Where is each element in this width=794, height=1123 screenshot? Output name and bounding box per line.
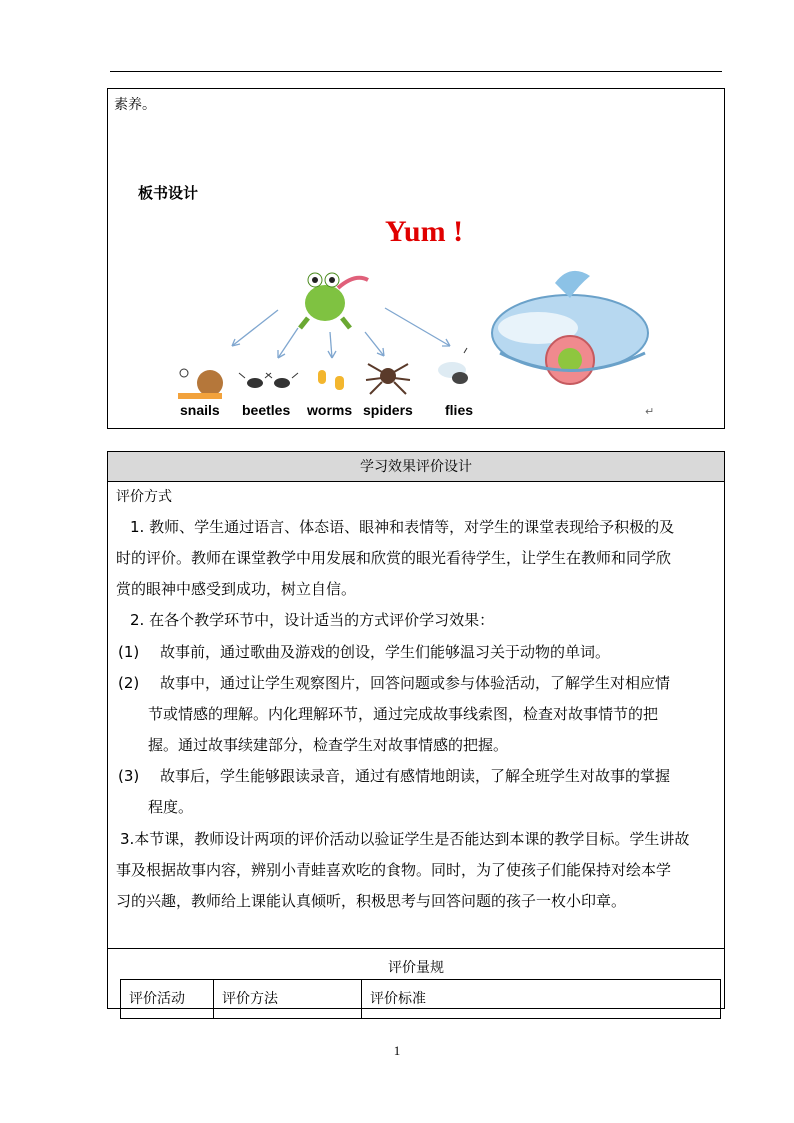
food-diagram — [160, 258, 660, 423]
spider-illustration — [366, 364, 410, 394]
header-rule — [110, 71, 722, 72]
item2-line3: 握。通过故事续建部分，检查学生对故事情感的把握。 — [148, 736, 509, 754]
section-header: 学习效果评价设计 — [108, 452, 724, 482]
rubric-title: 评价量规 — [388, 960, 444, 976]
item2-line2: 节或情感的理解。内化理解环节，通过完成故事线索图，检查对故事情节的把 — [148, 705, 659, 723]
label-worms: worms — [307, 402, 353, 418]
whale-illustration — [492, 271, 648, 384]
page-number: 1 — [393, 1043, 401, 1058]
para1-line2: 时的评价。教师在课堂教学中用发展和欣赏的眼光看待学生，让学生在教师和同学欣 — [116, 549, 672, 567]
item3-number: (3) — [118, 767, 140, 785]
item2-number: (2) — [118, 674, 140, 692]
board-design-title: 板书设计 — [138, 184, 199, 202]
item2-line1: 故事中，通过让学生观察图片，回答问题或参与体验活动，了解学生对相应情 — [160, 674, 671, 692]
item3-line1: 故事后，学生能够跟读录音，通过有感情地朗读，了解全班学生对故事的掌握 — [160, 767, 671, 785]
yum-heading: Yum ! — [385, 215, 464, 248]
rubric-table — [120, 979, 721, 1019]
evaluation-section — [107, 451, 725, 1009]
para3-line3: 习的兴趣，教师给上课能认真倾听，积极思考与回答问题的孩子一枚小印章。 — [116, 892, 627, 910]
label-beetles: beetles — [242, 402, 291, 418]
snail-illustration — [178, 369, 223, 396]
para2: 2. 在各个教学环节中，设计适当的方式评价学习效果： — [130, 611, 495, 629]
continuation-text: 素养。 — [114, 97, 156, 113]
label-flies: flies — [445, 402, 474, 418]
item1-line1: 故事前，通过歌曲及游戏的创设，学生们能够温习关于动物的单词。 — [160, 643, 611, 661]
rubric-col-criteria: 评价标准 — [370, 991, 426, 1007]
diagram-arrows — [232, 308, 450, 358]
return-mark: ↵ — [645, 405, 655, 418]
fly-illustration — [438, 348, 468, 384]
rubric-col-activity: 评价活动 — [121, 980, 214, 1018]
label-spiders: spiders — [363, 402, 413, 418]
para1-line3: 赏的眼神中感受到成功，树立自信。 — [116, 580, 357, 598]
beetles-illustration — [239, 373, 298, 388]
rubric-col-method: 评价方法 — [214, 980, 362, 1018]
rubric-divider — [108, 948, 724, 949]
para3-line2: 事及根据故事内容，辨别小青蛙喜欢吃的食物。同时，为了使孩子们能保持对绘本学 — [116, 861, 672, 879]
para3-line1: 3.本节课，教师设计两项的评价活动以验证学生是否能达到本课的教学目标。学生讲故 — [120, 830, 690, 848]
item3-line2: 程度。 — [148, 798, 194, 816]
method-title: 评价方式 — [116, 489, 172, 505]
worms-illustration — [318, 370, 344, 390]
label-snails: snails — [180, 402, 220, 418]
para1-line1: 1. 教师、学生通过语言、体态语、眼神和表情等，对学生的课堂表现给予积极的及 — [130, 518, 675, 536]
frog-illustration — [300, 273, 368, 328]
item1-number: (1) — [118, 643, 140, 661]
